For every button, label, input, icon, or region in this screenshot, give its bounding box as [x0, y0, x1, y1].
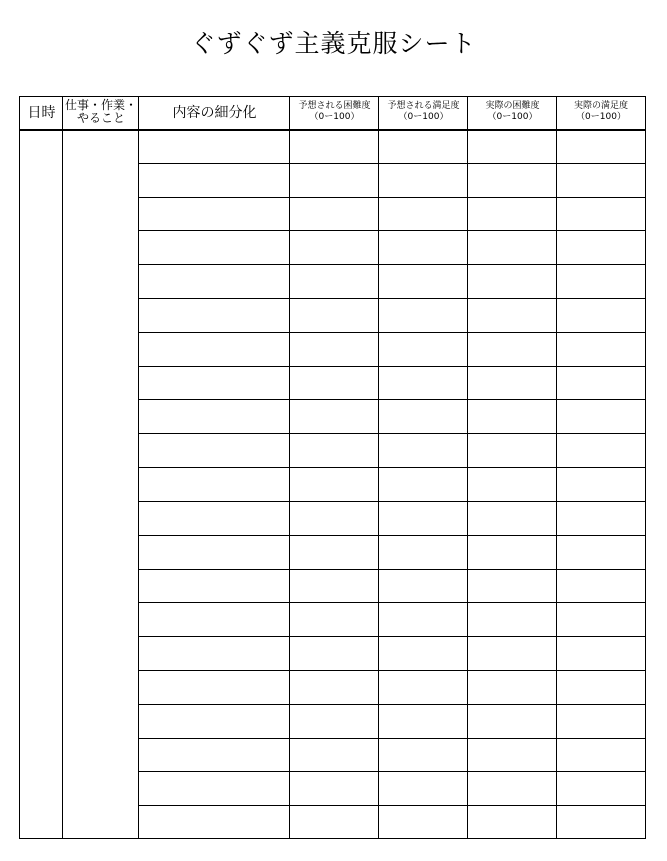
grid-row-divider [138, 670, 646, 671]
column-header-expected-difficulty [290, 96, 379, 128]
column-header-task-line1: 仕事・作業・ [64, 98, 137, 112]
column-header-expected-satisfaction [379, 96, 468, 128]
column-header-task-line2: やること [76, 111, 125, 125]
grid-row-divider [138, 704, 646, 705]
grid-row-divider [138, 399, 646, 400]
grid-row-divider [138, 501, 646, 502]
expected-satisfaction-scale: （0ー100） [398, 112, 449, 122]
column-header-task [63, 96, 139, 128]
grid-row-divider [138, 771, 646, 772]
grid-column-divider [62, 96, 63, 839]
grid-row-divider [19, 129, 646, 131]
grid-row-divider [138, 197, 646, 198]
grid-row-divider [138, 805, 646, 806]
column-header-date: 日時 [27, 105, 56, 121]
grid-row-divider [138, 230, 646, 231]
expected-satisfaction-label: 予想される満足度 [387, 101, 460, 111]
expected-difficulty-scale: （0ー100） [309, 112, 360, 122]
grid-row-divider [138, 636, 646, 637]
actual-difficulty-label: 実際の困難度 [485, 101, 540, 111]
grid-row-divider [138, 163, 646, 164]
grid-row-divider [138, 535, 646, 536]
grid-row-divider [138, 602, 646, 603]
expected-difficulty-label: 予想される困難度 [298, 101, 371, 111]
grid-row-divider [138, 332, 646, 333]
actual-satisfaction-scale: （0ー100） [576, 112, 626, 122]
actual-satisfaction-label: 実際の満足度 [573, 101, 628, 111]
grid-row-divider [138, 366, 646, 367]
grid-row-divider [138, 298, 646, 299]
column-header-actual-difficulty [468, 96, 557, 128]
grid-row-divider [138, 467, 646, 468]
grid-row-divider [138, 433, 646, 434]
actual-difficulty-scale: （0ー100） [487, 112, 538, 122]
grid-row-divider [138, 264, 646, 265]
column-header-content: 内容の細分化 [172, 105, 257, 121]
grid-row-divider [138, 569, 646, 570]
column-header-actual-satisfaction [557, 96, 645, 128]
sheet-title: ぐずぐず主義克服シート [190, 29, 477, 58]
grid-row-divider [138, 738, 646, 739]
